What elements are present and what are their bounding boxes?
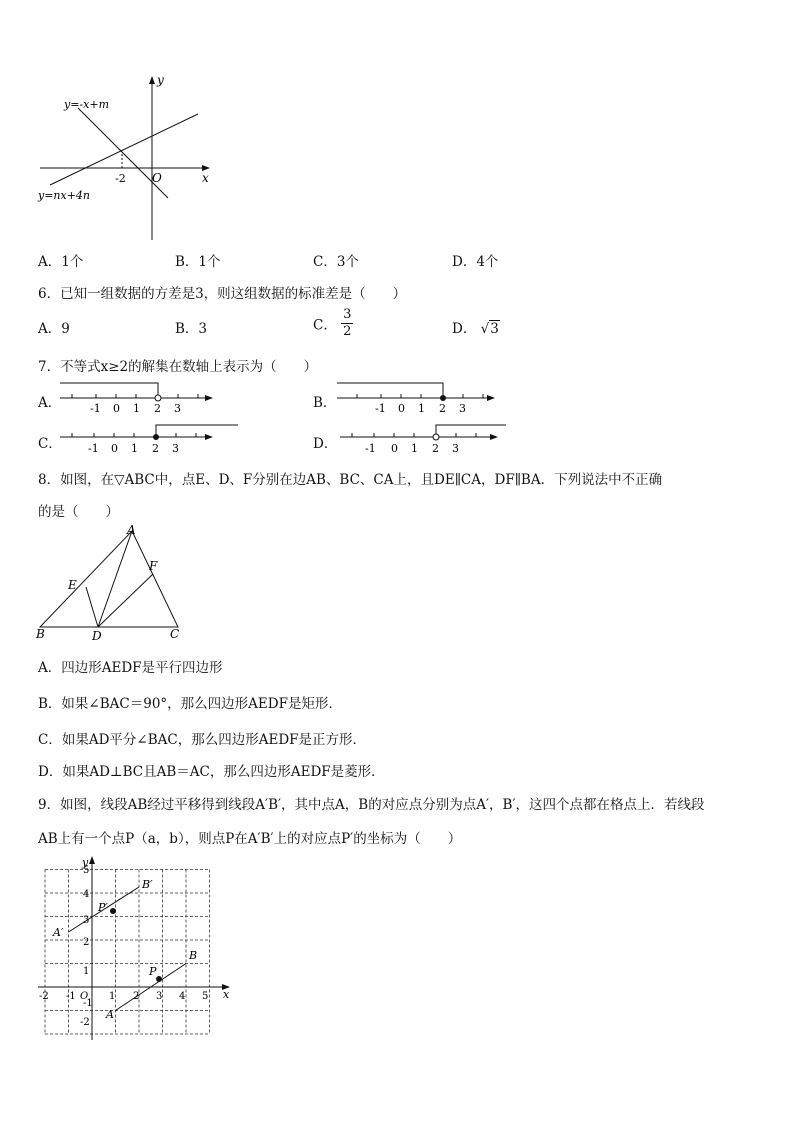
number-line-arrow <box>490 434 498 440</box>
x-tick-neg1: -1 <box>66 991 76 1002</box>
y-axis-arrow <box>89 856 95 864</box>
origin-label: O <box>152 171 162 185</box>
tick-neg1: -1 <box>375 402 386 415</box>
fraction-numerator: 3 <box>343 307 352 322</box>
closed-dot <box>153 434 159 440</box>
q6-option-c[interactable] <box>313 307 353 340</box>
label-b: B <box>189 949 198 962</box>
tick-3: 3 <box>452 442 459 455</box>
tick-0: 0 <box>111 442 118 455</box>
sqrt-symbol: √ <box>480 321 490 337</box>
sqrt-three <box>481 321 500 337</box>
x-tick-2: 2 <box>133 991 140 1002</box>
q9-stem-line2: AB上有一个点P（a，b），则点P在A′B′上的对应点P′的坐标为（ ） <box>38 831 462 847</box>
sqrt-radicand: 3 <box>490 321 499 337</box>
q6-option-c-letter: C． <box>313 317 337 334</box>
q7-option-b-letter[interactable]: B． <box>313 395 337 411</box>
segment-ad <box>98 531 132 627</box>
q6-option-d-letter: D． <box>452 321 477 337</box>
tick-1: 1 <box>418 402 425 415</box>
axis-x-label: x <box>223 988 230 1001</box>
y-tick-neg2: -2 <box>80 1017 90 1028</box>
tick-1: 1 <box>131 442 138 455</box>
y-axis-arrow <box>149 76 155 84</box>
line2-label: y=nx+4n <box>38 189 91 202</box>
label-p-prime: P′ <box>98 901 108 914</box>
y-tick-neg1: -1 <box>83 998 93 1009</box>
label-a: A <box>106 1008 114 1021</box>
q8-stem-line1: 8．如图，在▽ABC中，点E、D、F分别在边AB、BC、CA上，且DE∥CA，DF∥BA．下列说法中不正确 <box>38 472 663 488</box>
tick-2: 2 <box>432 442 439 455</box>
tick-0: 0 <box>113 402 120 415</box>
closed-dot <box>440 395 446 401</box>
point-p-prime <box>110 908 116 914</box>
q7-number-line-d[interactable] <box>338 422 508 458</box>
tick-neg1: -1 <box>365 442 376 455</box>
number-line-arrow <box>487 395 495 401</box>
q8-option-a[interactable]: A．四边形AEDF是平行四边形 <box>38 660 223 676</box>
solution-ray <box>156 425 238 433</box>
q5-option-b[interactable]: B．1个 <box>175 254 221 270</box>
y-tick-1: 1 <box>83 966 90 977</box>
figure-grid-translation <box>34 852 239 1042</box>
figure-triangle-abc <box>34 525 194 643</box>
tick-1: 1 <box>411 442 418 455</box>
tick-3: 3 <box>459 402 466 415</box>
q7-option-c-letter[interactable]: C． <box>38 436 62 452</box>
x-tick-3: 3 <box>156 991 163 1002</box>
point-p <box>156 976 162 982</box>
q7-number-line-b[interactable] <box>335 380 500 416</box>
origin-label: O <box>80 991 89 1002</box>
number-line-arrow <box>205 434 213 440</box>
tick-2: 2 <box>154 402 161 415</box>
tick-2: 2 <box>152 442 159 455</box>
fraction-denominator: 2 <box>343 324 352 339</box>
q7-number-line-c[interactable] <box>58 422 243 458</box>
fraction-three-halves <box>341 307 353 340</box>
q8-option-b[interactable]: B．如果∠BAC＝90°，那么四边形AEDF是矩形． <box>38 696 342 712</box>
tick-neg1: -1 <box>90 402 101 415</box>
y-tick-4: 4 <box>83 889 90 900</box>
q7-number-line-a[interactable] <box>58 380 218 416</box>
x-axis-label: x <box>202 171 209 185</box>
solution-ray <box>60 383 158 394</box>
y-axis-label: y <box>157 73 164 87</box>
y-tick-3: 3 <box>83 915 90 926</box>
label-a-prime: A′ <box>53 926 64 939</box>
segment-de <box>86 587 98 627</box>
q7-option-d-letter[interactable]: D． <box>313 436 338 452</box>
triangle-abc <box>40 531 178 627</box>
point-label-e: E <box>68 578 77 592</box>
x-tick-4: 4 <box>179 991 186 1002</box>
label-p: P <box>149 965 157 978</box>
x-tick-1: 1 <box>109 991 116 1002</box>
tick-3: 3 <box>172 442 179 455</box>
tick-0: 0 <box>398 402 405 415</box>
q6-option-b[interactable]: B．3 <box>175 321 208 337</box>
q8-option-d[interactable]: D．如果AD⊥BC且AB＝AC，那么四边形AEDF是菱形． <box>38 764 385 780</box>
solution-ray <box>337 383 443 394</box>
point-label-f: F <box>149 559 158 573</box>
label-b-prime: B′ <box>142 878 153 891</box>
line1-label: y=-x+m <box>64 98 109 111</box>
y-tick-2: 2 <box>83 937 90 948</box>
point-label-a: A <box>127 525 136 537</box>
q5-option-c[interactable]: C．3个 <box>313 254 359 270</box>
point-label-d: D <box>92 629 102 643</box>
q6-stem: 6．已知一组数据的方差是3，则这组数据的标准差是（ ） <box>38 286 407 302</box>
tick-neg1: -1 <box>88 442 99 455</box>
point-label-b: B <box>36 627 45 641</box>
q8-stem-line2: 的是（ ） <box>38 504 119 520</box>
q5-option-d[interactable]: D．4个 <box>452 254 499 270</box>
q7-stem: 7．不等式x≥2的解集在数轴上表示为（ ） <box>38 359 318 375</box>
tick-2: 2 <box>439 402 446 415</box>
q9-stem-line1: 9．如图，线段AB经过平移得到线段A′B′，其中点A，B的对应点分别为点A′，B′，这四个点都在格点上．若线段 <box>38 797 705 813</box>
number-line-arrow <box>205 395 213 401</box>
tick-0: 0 <box>391 442 398 455</box>
y-tick-5: 5 <box>83 865 90 876</box>
tick-1: 1 <box>133 402 140 415</box>
axis-y-label: y <box>82 856 89 869</box>
solution-ray <box>436 425 506 433</box>
figure-two-lines <box>30 70 230 245</box>
q8-option-c[interactable]: C．如果AD平分∠BAC，那么四边形AEDF是正方形． <box>38 732 367 748</box>
q5-option-a[interactable]: A．1个 <box>38 254 84 270</box>
tick-label-neg2: -2 <box>115 172 126 185</box>
open-dot <box>433 434 439 440</box>
x-tick-5: 5 <box>202 991 209 1002</box>
segment-df <box>98 574 153 627</box>
open-dot <box>155 395 161 401</box>
q6-option-a[interactable]: A．9 <box>38 321 70 337</box>
q6-option-d[interactable] <box>452 317 500 337</box>
tick-3: 3 <box>174 402 181 415</box>
x-tick-neg2: -2 <box>39 991 49 1002</box>
point-label-c: C <box>170 627 180 641</box>
q7-option-a-letter[interactable]: A． <box>38 395 62 411</box>
